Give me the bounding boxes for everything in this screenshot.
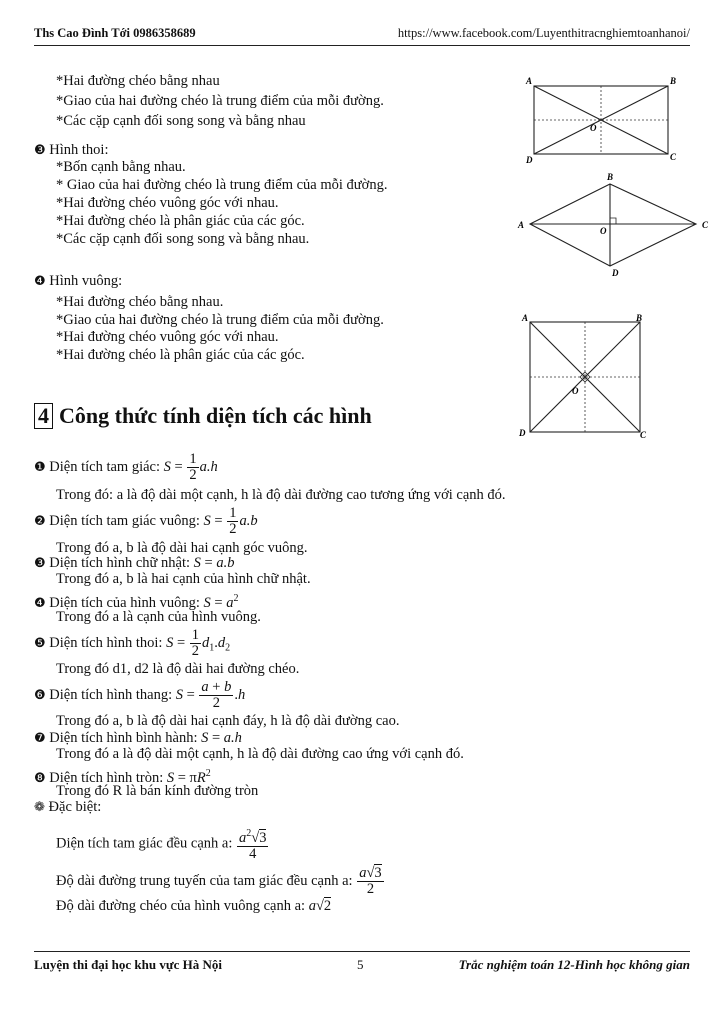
bullet-8-icon: ❽ [34,770,46,786]
square-figure [516,312,650,440]
bullet-7-icon: ❼ [34,731,46,746]
square-title: Hình vuông: [49,273,123,289]
formula-3: ❸ Diện tích hình chữ nhật: S = a.b [34,555,235,571]
formula-1: ❶ Diện tích tam giác: S = $\frac{1}{2}$ a.h [34,451,218,483]
square-prop-2: *Giao của hai đường chéo là trung điểm của mỗi đường. [56,312,384,328]
formula-6: ❻ Diện tích hình thang: S = $\frac{a + b}{2}$ .h [34,679,246,711]
square-prop-4: *Hai đường chéo là phân giác của các góc. [56,347,305,363]
formula-8-note: Trong đó R là bán kính đường tròn [56,783,259,799]
bullet-5-icon: ❺ [34,635,46,651]
section-title: Công thức tính diện tích các hình [59,403,372,428]
flower-icon: ❁ [34,800,45,815]
svg-text:B: B [670,76,677,86]
author-contact: Ths Cao Đình Tới 0986358689 [34,26,196,40]
bullet-1-icon: ❶ [34,459,46,475]
svg-text:D: D [612,268,619,278]
special-2: Độ dài đường trung tuyến của tam giác đều cạnh a: $\frac{a√3}{2}$ [56,865,382,897]
svg-text:D: D [519,428,526,438]
special-label: Đặc biệt: [48,799,102,815]
svg-text:C: C [702,220,709,230]
bullet-4-icon: ❹ [34,274,46,289]
svg-text:A: A [518,220,525,230]
formula-2-label: Diện tích tam giác vuông: [49,512,200,529]
svg-text:O: O [590,123,597,133]
special-2-label: Độ dài đường trung tuyến của tam giác đều cạnh a: [56,872,353,889]
formula-5-note: Trong đó d1, d2 là độ dài hai đường chéo. [56,661,300,677]
svg-text:O: O [600,226,607,236]
special-1-label: Diện tích tam giác đều cạnh a: [56,835,233,852]
special-1: Diện tích tam giác đều cạnh a: $\frac{a^2√3}{4}$ [56,828,267,862]
formula-4: ❹ Diện tích của hình vuông: $S = a^2$ [34,593,239,611]
footer-right: Trắc nghiệm toán 12-Hình học không gian [458,957,690,972]
svg-text:O: O [572,386,579,396]
svg-text:B: B [636,313,643,323]
rhombus-prop-2: * Giao của hai đường chéo là trung điểm của mỗi đường. [56,177,388,193]
rhombus-prop-3: *Hai đường chéo vuông góc với nhau. [56,195,279,211]
bullet-2-icon: ❷ [34,513,46,529]
formula-2: ❷ Diện tích tam giác vuông: S = $\frac{1}{2}$ a.b [34,505,258,537]
svg-text:C: C [670,152,677,162]
rhombus-title: Hình thoi: [49,142,109,158]
formula-8: ❽ Diện tích hình tròn: $S = \pi R^2$ [34,768,211,786]
special-3: Độ dài đường chéo của hình vuông cạnh a: a√2 [56,898,332,914]
formula-1-label: Diện tích tam giác: [49,458,161,475]
section-number: 4 [34,403,53,429]
footer-left: Luyện thi đại học khu vực Hà Nội [34,957,223,972]
formula-3-label: Diện tích hình chữ nhật: [49,555,191,571]
page-number: 5 [357,957,364,972]
formula-5-label: Diện tích hình thoi: [49,634,163,651]
square-prop-1: *Hai đường chéo bằng nhau. [56,294,224,310]
formula-3-note: Trong đó a, b là hai cạnh của hình chữ nhật. [56,571,311,587]
svg-text:C: C [640,430,647,440]
bullet-3b-icon: ❸ [34,556,46,571]
rect-prop-1: *Hai đường chéo bằng nhau [56,73,220,89]
svg-text:A: A [522,313,529,323]
formula-7: ❼ Diện tích hình bình hành: S = a.h [34,730,242,746]
bullet-4b-icon: ❹ [34,595,46,611]
square-prop-3: *Hai đường chéo vuông góc với nhau. [56,329,279,345]
svg-text:D: D [526,155,533,164]
facebook-url[interactable]: https://www.facebook.com/Luyenthitracnghiemtoanhanoi/ [397,26,690,40]
formula-6-label: Diện tích hình thang: [49,686,173,703]
special-heading [34,798,101,817]
formula-4-label: Diện tích của hình vuông: [49,594,200,611]
footer-divider [34,951,690,952]
header-divider [34,45,690,46]
formula-4-note: Trong đó a là cạnh của hình vuông. [56,609,261,625]
svg-text:A: A [526,76,533,86]
special-3-label: Độ dài đường chéo của hình vuông cạnh a: [56,898,306,914]
formula-8-label: Diện tích hình tròn: [49,769,164,786]
section-heading [34,403,372,429]
formula-7-note: Trong đó a là độ dài một cạnh, h là độ dài đường cao ứng với cạnh đó. [56,746,464,762]
svg-text:B: B [607,172,614,182]
page-footer [34,957,690,973]
page-header [34,26,690,41]
rhombus-prop-4: *Hai đường chéo là phân giác của các góc. [56,213,305,229]
rhombus-figure [514,170,714,282]
rhombus-prop-1: *Bốn cạnh bằng nhau. [56,159,186,175]
bullet-3-icon: ❸ [34,143,46,158]
formula-6-note: Trong đó a, b là độ dài hai cạnh đáy, h là độ dài đường cao. [56,713,400,729]
rect-prop-2: *Giao của hai đường chéo là trung điểm của mỗi đường. [56,93,384,109]
rect-prop-3: *Các cặp cạnh đối song song và bằng nhau [56,113,306,129]
formula-2-note: Trong đó a, b là độ dài hai cạnh góc vuông. [56,540,308,556]
formula-5: ❺ Diện tích hình thoi: S = $\frac{1}{2}$ $d_1.d_2$ [34,627,231,659]
bullet-6-icon: ❻ [34,687,46,703]
formula-7-label: Diện tích hình bình hành: [49,730,198,746]
rectangle-figure [518,72,688,164]
rhombus-prop-5: *Các cặp cạnh đối song song và bằng nhau. [56,231,310,247]
square-heading [34,272,122,291]
formula-1-note: Trong đó: a là độ dài một cạnh, h là độ dài đường cao tương ứng với cạnh đó. [56,487,506,503]
